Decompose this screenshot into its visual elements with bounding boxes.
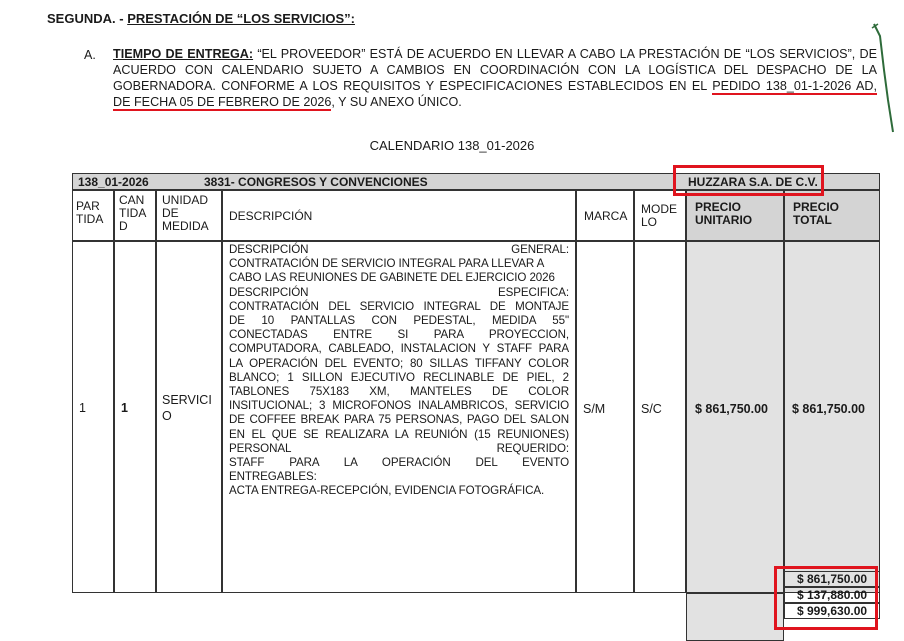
description-line: EN EL QUE SE REALIZARA LA REUNIÓN (15 REUNIONES) xyxy=(229,427,569,441)
header-unidad: UNIDAD DE MEDIDA xyxy=(156,190,222,241)
totals-left-block xyxy=(686,593,784,641)
total-value: $ 999,630.00 xyxy=(797,604,868,618)
description-line: BLANCO; 1 SILLON EJECUTIVO RECLINABLE DE PIEL, 2 xyxy=(229,370,569,384)
description-line: LA OPERACIÓN DEL EVENTO; 80 SILLAS TIFFANY COLOR xyxy=(229,356,569,370)
header-partida: PAR TIDA xyxy=(72,190,114,241)
row-precio-total: $ 861,750.00 xyxy=(784,241,880,593)
description-line: DE 10 PANTALLAS CON PEDESTAL, MEDIDA 55" xyxy=(229,314,569,328)
calendar-title: CALENDARIO 138_01-2026 xyxy=(369,138,535,153)
row-marca: S/M xyxy=(576,241,634,593)
description-line: STAFF PARA LA OPERACIÓN DEL EVENTO xyxy=(229,456,569,470)
description-line: CONTRATACIÓN DEL SERVICIO INTEGRAL DE MONTAJE xyxy=(229,299,569,313)
description-line: CONECTADAS ENTRE SI PARA PROYECCION, xyxy=(229,328,569,342)
clause-line-1: TIEMPO DE ENTREGA: “EL PROVEEDOR” ESTÁ DE ACUERDO EN LLEVAR A CABO LA PRESTACIÓN DE “LOS SERVICIOS”, DE xyxy=(113,47,878,61)
iva-value: $ 137,880.00 xyxy=(797,588,868,602)
totals-highlight-box xyxy=(774,566,878,630)
supplier-name: HUZZARA S.A. DE C.V. xyxy=(688,175,818,189)
description-line: PERSONAL REQUERIDO: xyxy=(229,441,569,455)
clause-line-3: GOBERNADORA. CONFORME A LOS REQUISITOS Y ESPECIFICACIONES ESTABLECIDOS EN EL PEDIDO 138_01-1-2026 AD, xyxy=(113,79,878,93)
header-precio-unitario: PRECIO UNITARIO xyxy=(686,190,784,241)
pen-mark-icon xyxy=(868,20,898,140)
description-line: CABO LAS REUNIONES DE GABINETE DEL EJERCICIO 2026 xyxy=(229,271,555,285)
row-precio-unitario: $ 861,750.00 xyxy=(686,241,784,593)
section-title: PRESTACIÓN DE “LOS SERVICIOS”: xyxy=(127,11,355,26)
description-line: ACTA ENTREGA-RECEPCIÓN, EVIDENCIA FOTOGRÁFICA. xyxy=(229,484,545,498)
header-marca: MARCA xyxy=(576,190,634,241)
description-line: TABLONES 75X183 XM, MANTELES DE COLOR xyxy=(229,385,569,399)
description-line: DESCRIPCIÓN ESPECIFICA: xyxy=(229,285,569,299)
row-cantidad: 1 xyxy=(114,241,156,593)
description-line: DESCRIPCIÓN GENERAL: xyxy=(229,243,569,256)
header-modelo: MODE LO xyxy=(634,190,686,241)
header-cantidad: CAN TIDA D xyxy=(114,190,156,241)
supplier-highlight-box xyxy=(673,165,824,196)
clause-a-paragraph xyxy=(113,46,877,110)
clause-letter: A. xyxy=(84,48,96,62)
description-line: ENTREGABLES: xyxy=(229,470,317,484)
clause-line-4: DE FECHA 05 DE FEBRERO DE 2026, Y SU ANEXO ÚNICO. xyxy=(113,95,462,109)
description-text xyxy=(229,243,569,499)
calendar-table xyxy=(72,173,880,641)
clause-line-2: ACUERDO CON CALENDARIO SUJETO A CAMBIOS EN COORDINACIÓN CON LA LOGÍSTICA DEL DESPACHO DE LA xyxy=(113,63,877,77)
row-unidad: SERVICI O xyxy=(156,241,222,593)
subtotal-value: $ 861,750.00 xyxy=(797,572,868,586)
description-line: COMPUTADORA, CABLEADO, INSTALACION Y STAFF PARA xyxy=(229,342,569,356)
header-precio-total: PRECIO TOTAL xyxy=(784,190,880,241)
header-descripcion: DESCRIPCIÓN xyxy=(222,190,576,241)
pedido-date: DE FECHA 05 DE FEBRERO DE 2026 xyxy=(113,95,332,109)
pedido-reference: PEDIDO 138_01-1-2026 AD, xyxy=(712,79,878,93)
order-number: 138_01-2026 xyxy=(78,175,149,189)
section-number: SEGUNDA. xyxy=(47,11,116,26)
budget-concept: 3831- CONGRESOS Y CONVENCIONES xyxy=(204,175,428,189)
row-partida: 1 xyxy=(72,241,114,593)
description-line: CONTRATACIÓN DE SERVICIO INTEGRAL PARA LLEVAR A xyxy=(229,257,545,271)
clause-label: TIEMPO DE ENTREGA: xyxy=(113,47,254,61)
description-line: INSITUCIONAL; 3 MICROFONOS INALAMBRICOS, SERVICIO xyxy=(229,399,569,413)
section-heading: SEGUNDA. - PRESTACIÓN DE “LOS SERVICIOS”: xyxy=(47,11,355,26)
row-descripcion xyxy=(222,241,576,593)
description-line: DE COFFEE BREAK PARA 75 PERSONAS, PAGO DEL SALON xyxy=(229,413,569,427)
row-modelo: S/C xyxy=(634,241,686,593)
